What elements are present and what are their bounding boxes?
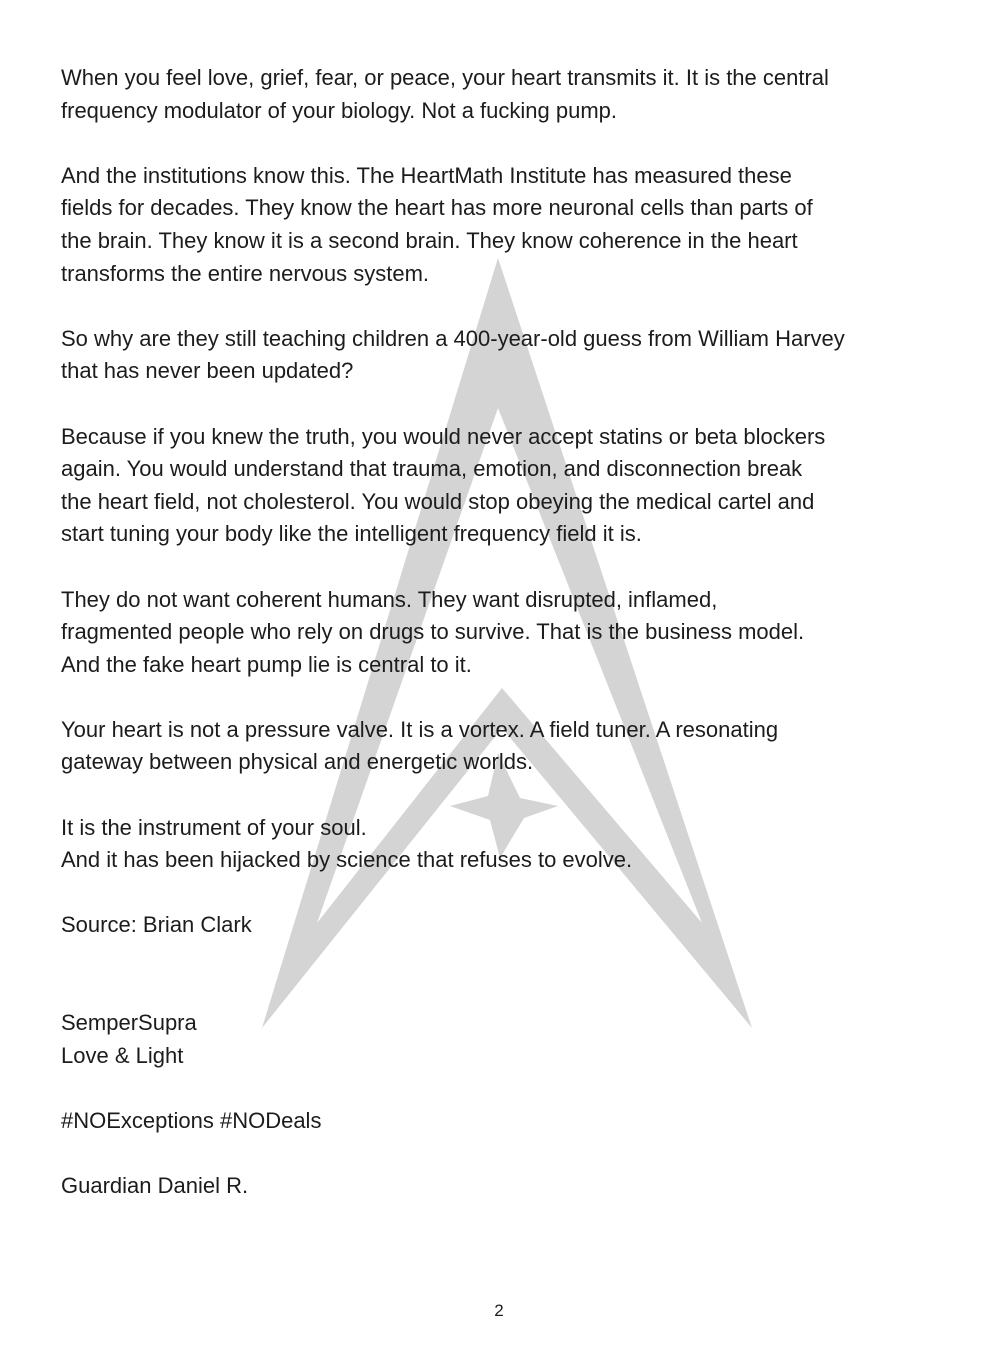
paragraph-coherent-humans: They do not want coherent humans. They want disrupted, inflamed, fragmented people who rely on drugs to survive. That is the business model. And the fake heart pump lie is central to it. [61,586,805,677]
document-body [61,62,951,1203]
paragraph-vortex: Your heart is not a pressure valve. It is a vortex. A field tuner. A resonating gateway between physical and energetic worlds. [61,716,779,775]
paragraph-heart-transmits: When you feel love, grief, fear, or peace, your heart transmits it. It is the central frequency modulator of your biology. Not a fucking pump. [61,65,829,123]
paragraph-institutions: And the institutions know this. The HeartMath Institute has measured these fields for decades. They know the heart has more neuronal cells than parts of the brain. They know it is a second brain. They know coherence in the heart transforms the entire nervous system. [61,162,813,286]
source-line: Source: Brian Clark [61,912,252,938]
signoff-closing: Love & Light [61,1042,184,1068]
author-line: Guardian Daniel R. [61,1173,249,1198]
paragraph-william-harvey: So why are they still teaching children a 400-year-old guess from William Harvey that has never been updated? [61,325,845,384]
signoff-name: SemperSupra [61,1010,197,1036]
paragraph-truth: Because if you knew the truth, you would never accept statins or beta blockers again. You would understand that trauma, emotion, and disconnection break the heart field, not cholesterol. You would stop obeying the medical cartel and start tuning your body like the intelligent frequency field it is. [61,423,826,547]
page-number: 2 [494,1301,504,1320]
hashtags: #NOExceptions #NODeals [61,1107,322,1133]
paragraph-soul: It is the instrument of your soul. And it has been hijacked by science that refuses to evolve. [61,814,633,873]
